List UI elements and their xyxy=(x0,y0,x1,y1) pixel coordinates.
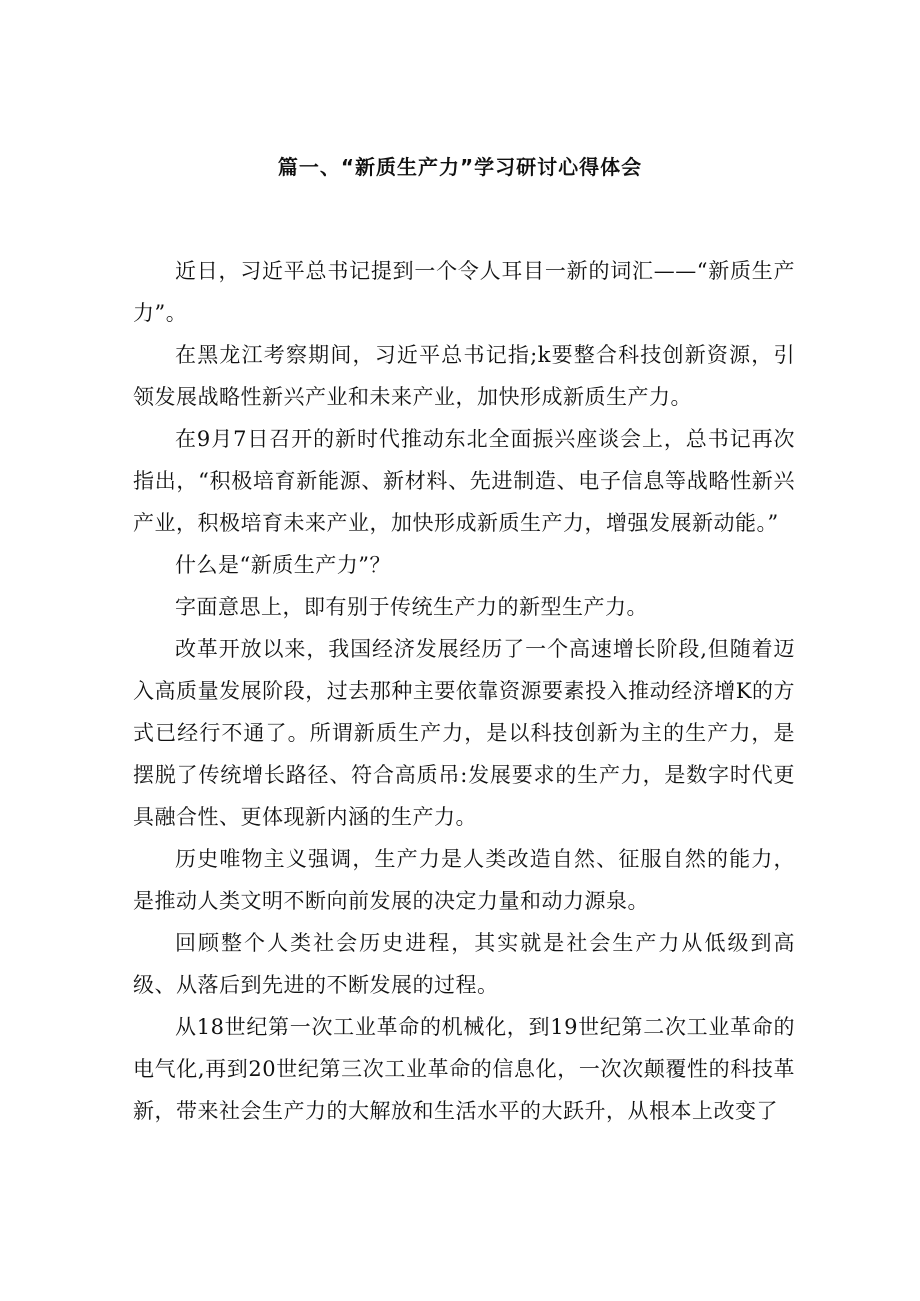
paragraph: 在9月7日召开的新时代推动东北全面振兴座谈会上，总书记再次指出，“积极培育新能源、新材料、先进制造、电子信息等战略性新兴产业，积极培育未来产业，加快形成新质生产力，增强发展新动能。” xyxy=(133,427,795,535)
paragraph: 改革开放以来，我国经济发展经历了一个高速增长阶段,但随着迈入高质量发展阶段，过去那种主要依靠资源要素投入推动经济增K的方式已经行不通了。所谓新质生产力，是以科技创新为主的生产力，是摆脱了传统增长路径、符合高质吊:发展要求的生产力，是数字时代更具融合性、更体现新内涵的生产力。 xyxy=(133,637,795,829)
paragraph: 回顾整个人类社会历史进程，其实就是社会生产力从低级到高级、从落后到先进的不断发展的过程。 xyxy=(133,931,795,997)
document-body xyxy=(133,250,795,1132)
paragraph: 从18世纪第一次工业革命的机械化，到19世纪第二次工业革命的电气化,再到20世纪第三次工业革命的信息化，一次次颠覆性的科技革新，带来社会生产力的大解放和生活水平的大跃升，从根本上改变了 xyxy=(133,1015,795,1123)
paragraph: 字面意思上，即有别于传统生产力的新型生产力。 xyxy=(175,595,648,619)
paragraph: 什么是“新质生产力”？ xyxy=(175,553,391,577)
document-title: 篇一、“新质生产力”学习研讨心得体会 xyxy=(277,155,643,179)
paragraph: 近日，习近平总书记提到一个令人耳目一新的词汇——“新质生产力”。 xyxy=(133,259,795,325)
paragraph: 历史唯物主义强调，生产力是人类改造自然、征服自然的能力，是推动人类文明不断向前发展的决定力量和动力源泉。 xyxy=(133,847,795,913)
paragraph: 在黑龙江考察期间，习近平总书记指;k要整合科技创新资源，引领发展战略性新兴产业和未来产业，加快形成新质生产力。 xyxy=(133,343,795,409)
